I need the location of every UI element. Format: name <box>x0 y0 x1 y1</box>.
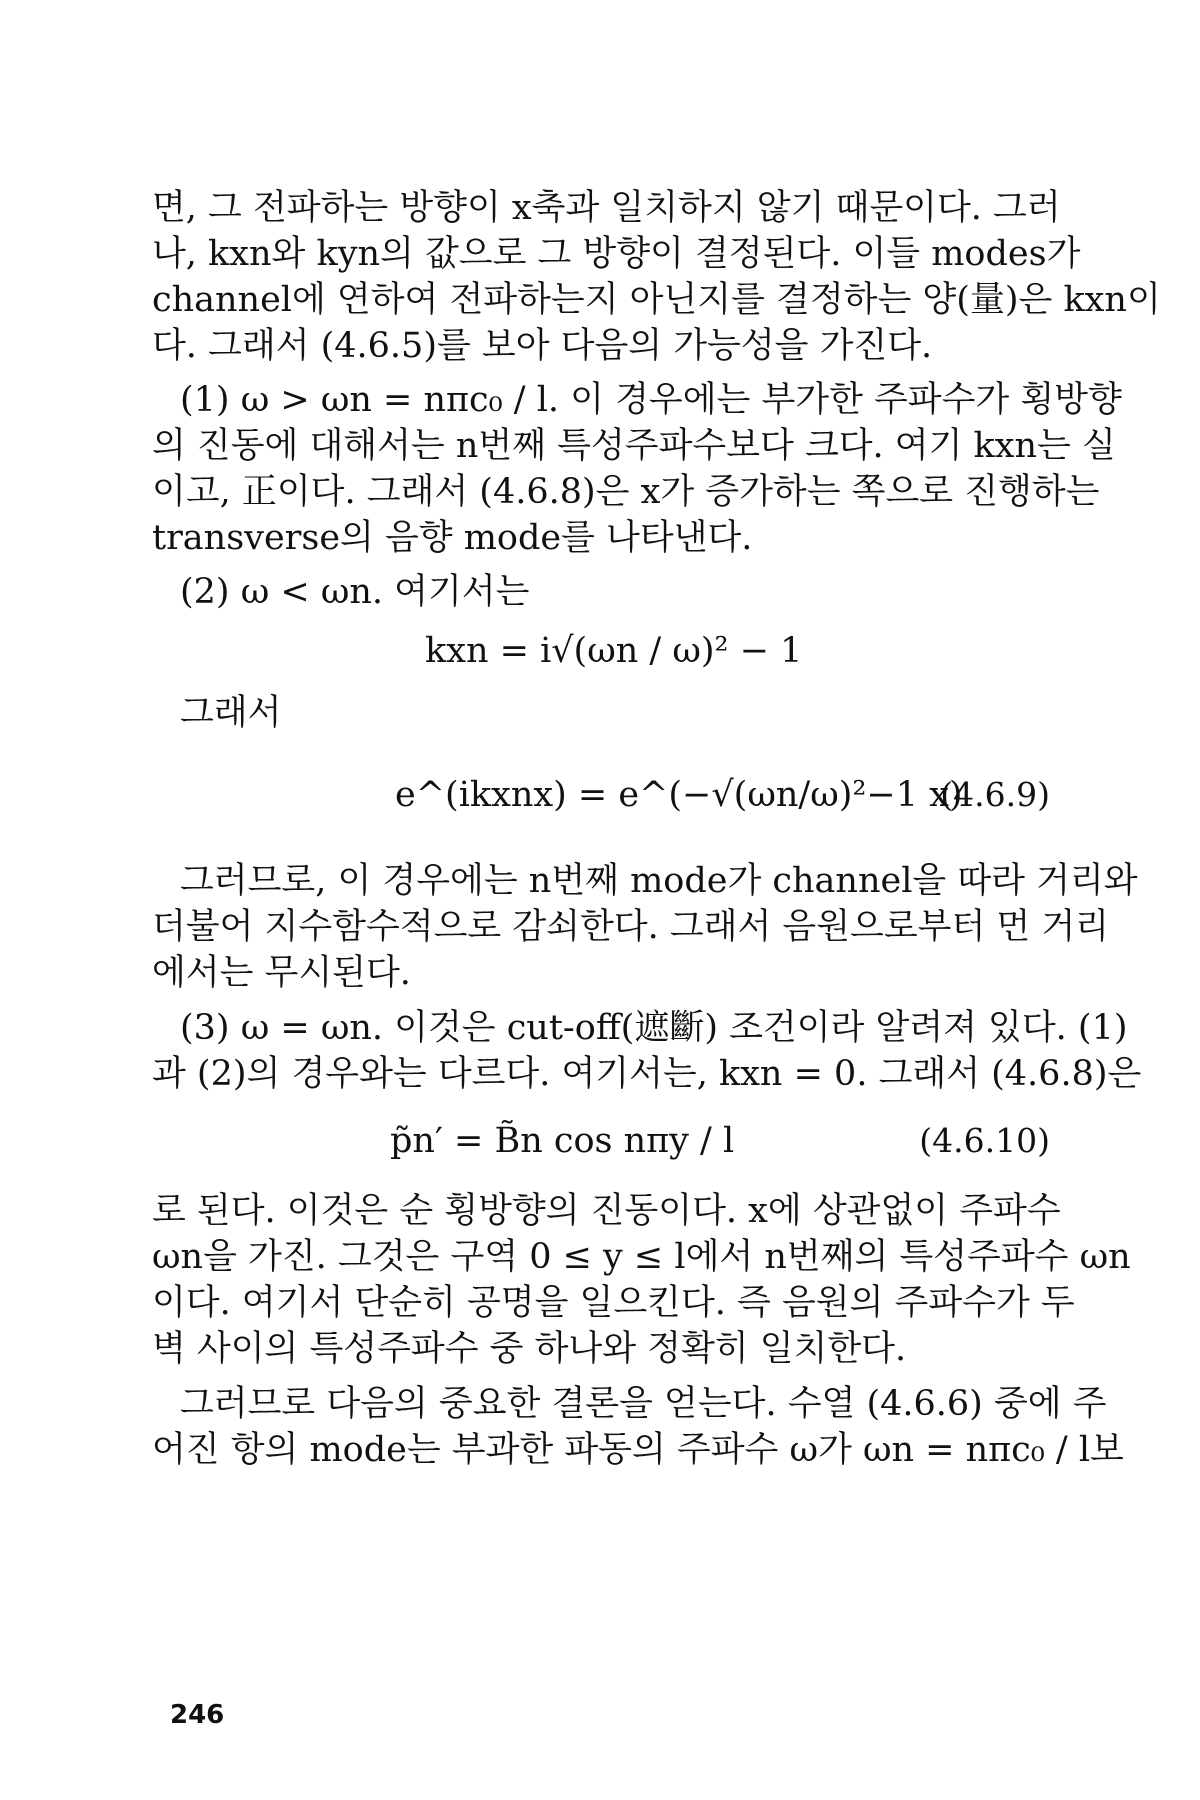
text-line: 과 (2)의 경우와는 다르다. 여기서는, kxn = 0. 그래서 (4.6.8)은 <box>152 1054 1142 1094</box>
text-line: (3) ω = ωn. 이것은 cut-off(遮斷) 조건이라 알려져 있다. (1) <box>180 1008 1128 1048</box>
text-line: 이다. 여기서 단순히 공명을 일으킨다. 즉 음원의 주파수가 두 <box>152 1283 1075 1323</box>
text-line: 그러므로, 이 경우에는 n번째 mode가 channel을 따라 거리와 <box>180 861 1138 901</box>
text-line: 이고, 正이다. 그래서 (4.6.8)은 x가 증가하는 쪽으로 진행하는 <box>152 472 1100 512</box>
text-line: 의 진동에 대해서는 n번째 특성주파수보다 크다. 여기 kxn는 실 <box>152 426 1116 466</box>
page-number: 246 <box>170 1700 225 1730</box>
text-line: 나, kxn와 kyn의 값으로 그 방향이 결정된다. 이들 modes가 <box>152 234 1081 274</box>
text-line: channel에 연하여 전파하는지 아닌지를 결정하는 양(量)은 kxn이 <box>152 280 1161 320</box>
text-line: 다. 그래서 (4.6.5)를 보아 다음의 가능성을 가진다. <box>152 326 933 366</box>
text-line: 어진 항의 mode는 부과한 파동의 주파수 ω가 ωn = nπc₀ / l보 <box>152 1430 1124 1470</box>
text-line: 그래서 <box>180 693 282 733</box>
text-line: ωn을 가진. 그것은 구역 0 ≤ y ≤ l에서 n번째의 특성주파수 ωn <box>152 1237 1131 1277</box>
equation-number: (4.6.10) <box>919 1121 1050 1160</box>
text-line: 더불어 지수함수적으로 감쇠한다. 그래서 음원으로부터 먼 거리 <box>152 907 1109 947</box>
text-line: 벽 사이의 특성주파수 중 하나와 정확히 일치한다. <box>152 1329 907 1369</box>
text-line: 로 된다. 이것은 순 횡방향의 진동이다. x에 상관없이 주파수 <box>152 1191 1061 1231</box>
text-line: transverse의 음향 mode를 나타낸다. <box>152 518 753 558</box>
text-line: (1) ω > ωn = nπc₀ / l. 이 경우에는 부가한 주파수가 횡방향 <box>180 380 1122 420</box>
equation-exponential: e^(ikxnx) = e^(−√(ωn/ω)²−1 x) <box>395 775 963 815</box>
equation-pressure: p̃n′ = B̃n cos nπy / l <box>390 1121 735 1161</box>
equation-kxn: kxn = i√(ωn / ω)² − 1 <box>425 631 803 671</box>
equation-number: (4.6.9) <box>940 775 1050 814</box>
text-line: 에서는 무시된다. <box>152 953 411 993</box>
text-line: 그러므로 다음의 중요한 결론을 얻는다. 수열 (4.6.6) 중에 주 <box>180 1384 1107 1424</box>
text-line: 면, 그 전파하는 방향이 x축과 일치하지 않기 때문이다. 그러 <box>152 188 1061 228</box>
text-line: (2) ω < ωn. 여기서는 <box>180 572 530 612</box>
